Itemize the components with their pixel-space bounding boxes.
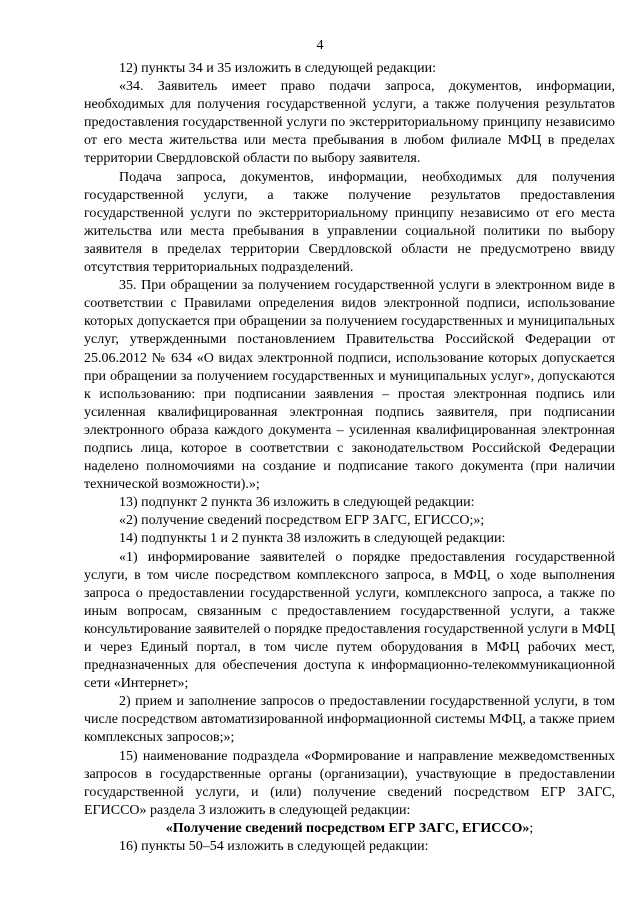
paragraph-item-15: 15) наименование подраздела «Формирование и направление межведомственных запросов в государственные органы (организации), участвующие в предоставлении государственной услуги, и (или) получение сведений посредством ЕГР ЗАГС, ЕГИССО» раздела 3 изложить в следующей редакции: [84, 748, 615, 818]
paragraph-item-14: 14) подпункты 1 и 2 пункта 38 изложить в следующей редакции: [119, 531, 506, 547]
subsection-heading-bold: «Получение сведений посредством ЕГР ЗАГС, ЕГИССО» [165, 820, 530, 836]
paragraph-subitem-2-intake: 2) прием и заполнение запросов о предоставлении государственной услуги, в том числе посредством автоматизированной информационной системы МФЦ, а также прием комплексных запросов;»; [84, 694, 615, 746]
paragraph-point-34-part-2: Подача запроса, документов, информации, необходимых для получения государственной услуги, а также получение результатов предоставления государственной услуги по экстерриториальному принципу независимо от его места жительства или места пребывания в управлении социальной политики по выбору заявителя в пределах территории Свердловской области не предусмотрено ввиду отсутствия территориальных подразделений. [84, 169, 615, 276]
page-number: 4 [316, 38, 324, 53]
paragraph-item-16: 16) пункты 50–54 изложить в следующей редакции: [119, 839, 429, 855]
paragraph-subitem-1: «1) информирование заявителей о порядке предоставления государственной услуги, в том числе посредством комплексного запроса, в МФЦ, о ходе выполнения запроса о предоставлении государственной услуги, комплексного запроса, а также по иным вопросам, связанным с предоставлением государственной услуги, а также консультирование заявителей о порядке предоставления государственной услуги в МФЦ и через Единый портал, в том числе путем оборудования в МФЦ рабочих мест, предназначенных для обеспечения доступа к информационно-телекоммуникационной сети «Интернет»; [84, 549, 615, 692]
paragraph-item-12: 12) пункты 34 и 35 изложить в следующей редакции: [119, 61, 437, 76]
subsection-heading [84, 820, 615, 838]
paragraph-point-35: 35. При обращении за получением государственной услуги в электронном виде в соответствии с Правилами определения видов электронной подписи, использование которых допускается при обращении за получением государственных и муниципальных услуг, утвержденными постановлением Правительства Российской Федерации от 25.06.2012 № 634 «О видах электронной подписи, использование которых допускается при обращении за получением государственных и муниципальных услуг», допускаются к использованию: при подписании заявления – простая электронная подпись или усиленная квалифицированная электронная подпись заявителя, при подписании электронного образа каждого документа – усиленная квалифицированная электронная подпись лица, которое в соответствии с законодательством Российской Федерации наделено полномочиями на создание и подписание такого документа (при наличии технической возможности).»; [84, 278, 615, 493]
document-body [84, 60, 615, 856]
paragraph-item-13: 13) подпункт 2 пункта 36 изложить в следующей редакции: [119, 495, 475, 511]
paragraph-point-34: «34. Заявитель имеет право подачи запроса, документов, информации, необходимых для получения государственной услуги, а также получения результатов предоставления государственной услуги по экстерриториальному принципу независимо от его места жительства или места пребывания в любом филиале МФЦ в пределах территории Свердловской области по выбору заявителя. [84, 79, 615, 167]
subsection-heading-tail: ; [529, 820, 534, 836]
paragraph-subitem-2: «2) получение сведений посредством ЕГР ЗАГС, ЕГИССО;»; [119, 513, 485, 529]
